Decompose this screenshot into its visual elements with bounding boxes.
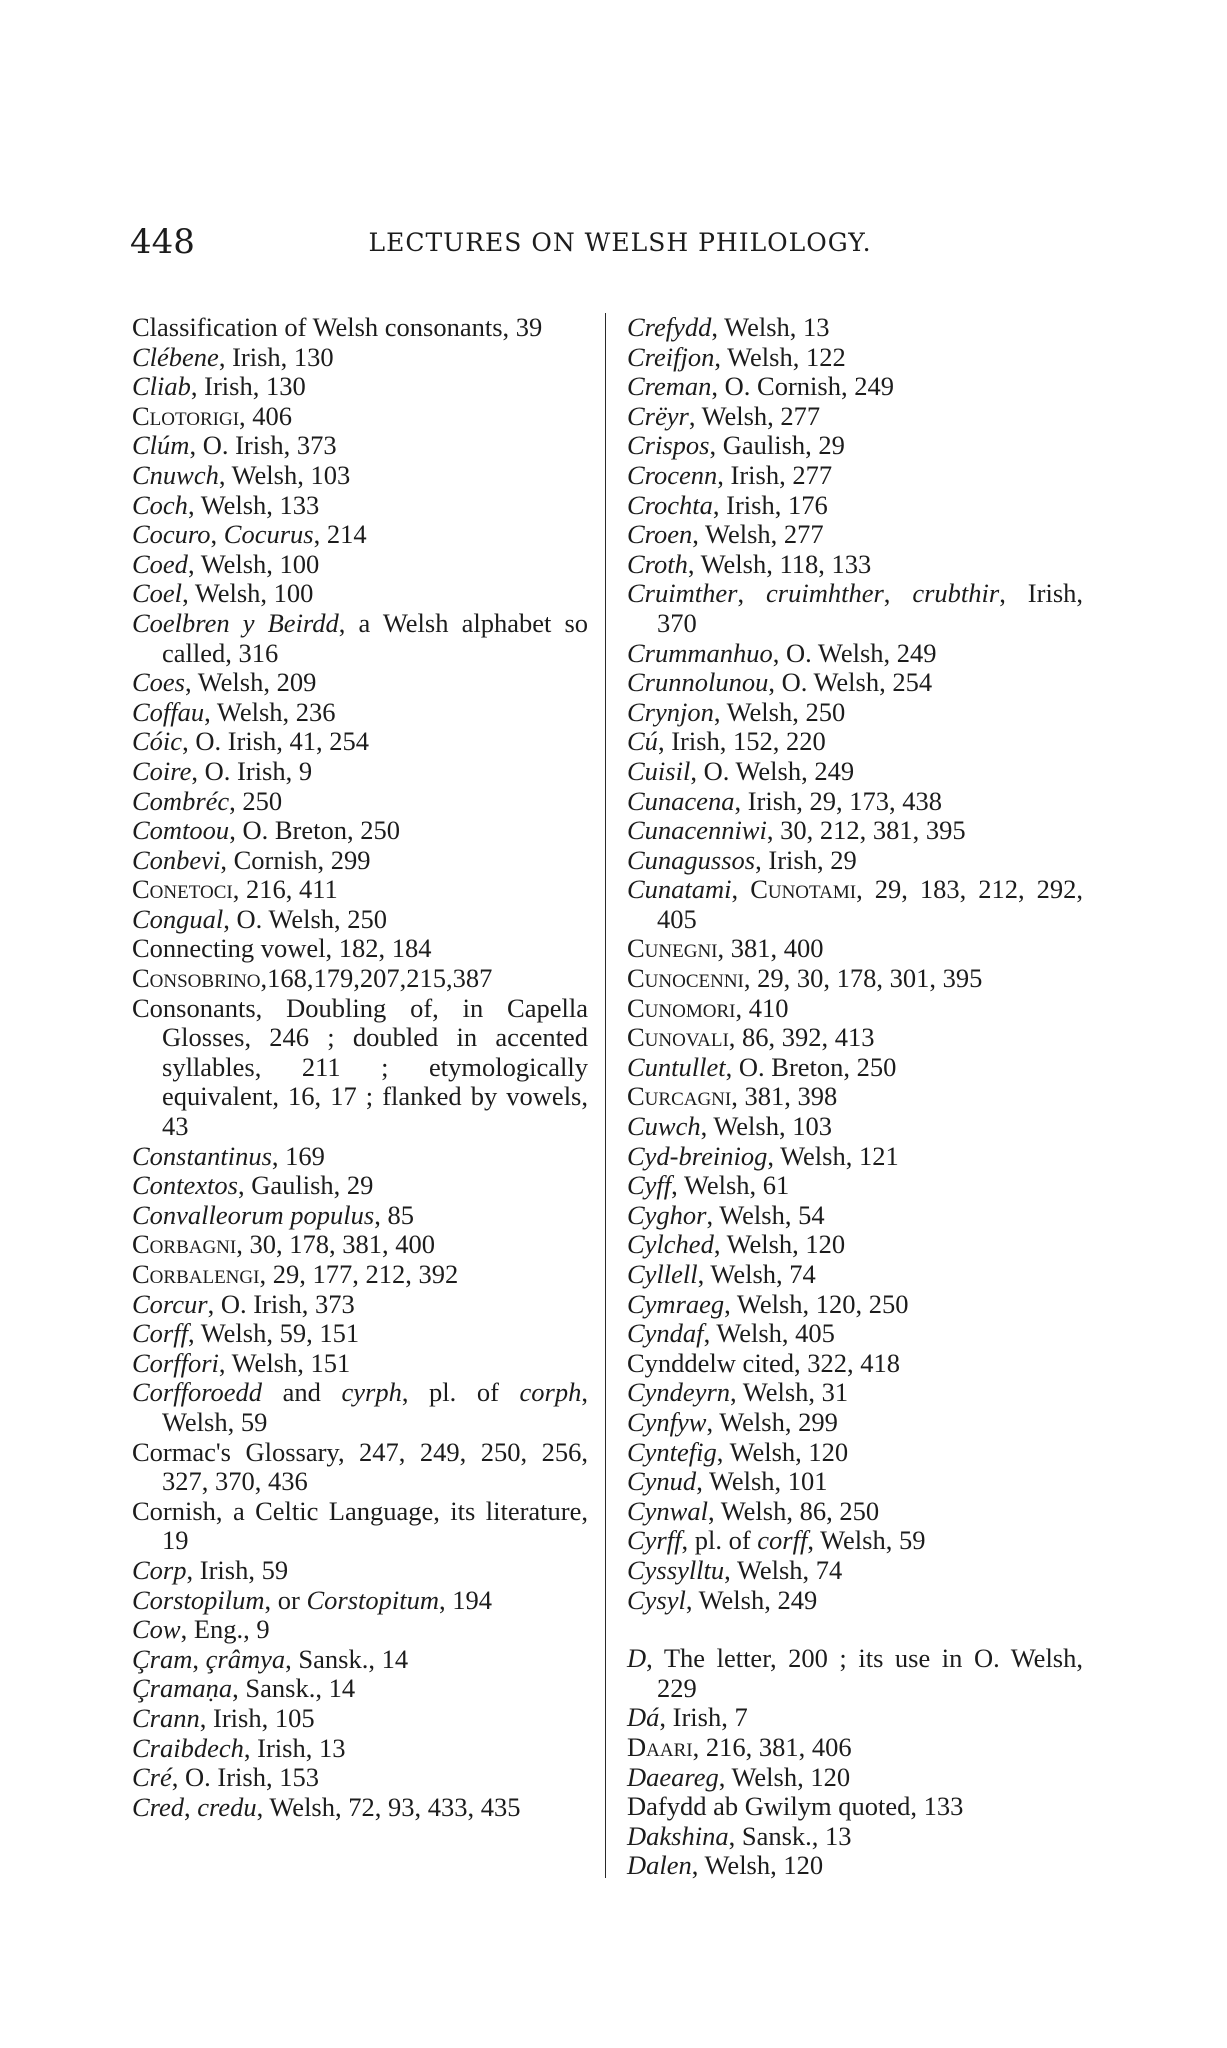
entry-segment: , 85 <box>374 1199 414 1230</box>
entry-segment: , Welsh, 72, 93, 433, 435 <box>256 1791 521 1822</box>
index-entry <box>627 1438 1083 1468</box>
entry-segment: , Welsh, 299 <box>706 1406 838 1437</box>
index-entry <box>132 1704 588 1734</box>
entry-segment: , O. Irish, 41, 254 <box>182 726 370 757</box>
entry-segment: , or <box>264 1584 307 1615</box>
entry-segment: Coire <box>132 755 192 786</box>
entry-segment: , O. Breton, 250 <box>229 815 400 846</box>
entry-segment: , O. Cornish, 249 <box>711 371 894 402</box>
entry-segment: Cliab <box>132 371 191 402</box>
entry-segment: Cynddelw cited, 322, 418 <box>627 1347 901 1378</box>
entry-segment: Corstopitum <box>306 1584 440 1615</box>
index-entry <box>627 727 1083 757</box>
index-entry <box>627 1408 1083 1438</box>
entry-segment: , Irish, 370 <box>657 578 1084 638</box>
entry-segment: , 29, 183, 212, 292, 405 <box>657 874 1083 934</box>
entry-segment: Cnuwch <box>132 459 219 490</box>
index-entry <box>627 846 1083 876</box>
entry-segment: Daari <box>627 1731 693 1762</box>
entry-segment: Cunagussos <box>627 844 756 875</box>
entry-segment: Cyrff <box>627 1525 682 1556</box>
index-entry <box>132 816 588 846</box>
entry-segment: , Welsh, 277 <box>688 400 821 431</box>
index-entry <box>132 846 588 876</box>
entry-segment: Corffori <box>132 1347 219 1378</box>
index-entry <box>132 1586 588 1616</box>
entry-segment: Cunovali <box>627 1022 729 1053</box>
entry-segment: Cynfyw <box>627 1406 707 1437</box>
index-entry <box>627 1171 1083 1201</box>
entry-segment: Corff <box>132 1318 188 1349</box>
entry-segment: Cysyl <box>627 1584 686 1615</box>
index-entry <box>627 1142 1083 1172</box>
entry-segment: , 30, 178, 381, 400 <box>236 1229 435 1260</box>
entry-segment: , O. Welsh, 250 <box>223 903 388 934</box>
index-entry <box>132 313 588 343</box>
index-entry <box>132 1615 588 1645</box>
entry-segment: ,168,179,207,215,387 <box>260 963 493 994</box>
index-entry <box>627 491 1083 521</box>
entry-segment: Comtoou <box>132 815 230 846</box>
entry-segment: Contextos <box>132 1170 238 1201</box>
index-entry <box>132 1556 588 1586</box>
entry-segment: , Sansk., 14 <box>285 1643 409 1674</box>
entry-segment: , Welsh, 120 <box>713 1229 846 1260</box>
entry-segment: Cyndeyrn <box>627 1377 731 1408</box>
entry-segment: , Welsh, 120, 250 <box>724 1288 909 1319</box>
index-entry <box>627 787 1083 817</box>
index-entry <box>132 905 588 935</box>
index-entry <box>132 994 588 1142</box>
page-header <box>130 222 1070 262</box>
entry-segment: Cow <box>132 1614 181 1645</box>
entry-segment: , <box>192 1643 206 1674</box>
entry-segment: Crummanhuo <box>627 637 773 668</box>
column-divider <box>605 313 606 1878</box>
index-entry <box>132 1171 588 1201</box>
entry-segment: Corbalengi <box>132 1259 260 1289</box>
index-entry <box>627 1822 1083 1852</box>
entry-segment: Conetoci <box>132 874 233 905</box>
index-entry <box>627 875 1083 934</box>
entry-segment: Cunacena <box>627 785 735 816</box>
index-entry <box>132 1645 588 1675</box>
entry-segment: Cyssylltu <box>627 1554 725 1585</box>
index-column-left <box>132 313 588 1822</box>
entry-segment: , Welsh, 59, 151 <box>187 1318 360 1349</box>
entry-segment: Corp <box>132 1554 187 1585</box>
index-entry <box>132 343 588 373</box>
entry-segment: Cuwch <box>627 1111 701 1142</box>
entry-segment: , <box>210 519 224 550</box>
entry-segment: Cruimther <box>627 578 738 609</box>
index-column-right <box>627 313 1083 1881</box>
entry-segment: Cú <box>627 726 658 757</box>
index-entry <box>627 1319 1083 1349</box>
entry-segment: Cunatami <box>627 874 732 905</box>
entry-segment: Cocuro <box>132 519 211 550</box>
index-entry <box>627 757 1083 787</box>
entry-segment: Cymraeg <box>627 1288 725 1319</box>
index-entry <box>132 609 588 668</box>
index-entry <box>627 1082 1083 1112</box>
entry-segment: , Welsh, 151 <box>218 1347 351 1378</box>
entry-segment: Cuisil <box>627 755 691 786</box>
entry-segment: Coffau <box>132 696 205 727</box>
entry-segment: Combréc <box>132 785 230 816</box>
entry-segment: , pl. of <box>681 1525 758 1556</box>
entry-segment: , <box>731 874 751 905</box>
index-entry <box>132 1674 588 1704</box>
entry-segment: Connecting vowel, 182, 184 <box>132 933 432 964</box>
index-entry <box>627 579 1083 638</box>
index-entry <box>627 313 1083 343</box>
entry-segment: Corstopilum <box>132 1584 265 1615</box>
entry-segment: , 29, 30, 178, 301, 395 <box>743 963 983 994</box>
entry-segment: , Welsh, 59 <box>807 1525 926 1556</box>
entry-segment: , a Welsh alphabet so called, 316 <box>162 607 589 668</box>
index-entry <box>132 1290 588 1320</box>
entry-segment: cruimhther <box>766 578 884 609</box>
entry-segment: , Welsh, 101 <box>696 1466 828 1497</box>
entry-segment: Clotorigi <box>132 400 240 431</box>
entry-segment: Croth <box>627 548 688 579</box>
page-number: 448 <box>130 222 195 262</box>
entry-segment: , <box>883 578 913 609</box>
entry-segment: , 86, 392, 413 <box>728 1022 875 1053</box>
index-entry <box>627 1053 1083 1083</box>
index-entry <box>132 1319 588 1349</box>
entry-segment: , Welsh, 249 <box>685 1584 818 1615</box>
index-entry <box>627 1112 1083 1142</box>
entry-segment: Creifjon <box>627 341 715 372</box>
entry-segment: , Welsh, 100 <box>187 548 320 579</box>
entry-segment: , Irish, 13 <box>243 1732 346 1763</box>
entry-segment: Dá <box>627 1702 660 1733</box>
entry-segment: , Irish, 277 <box>717 459 833 490</box>
index-entry <box>132 1260 588 1290</box>
index-entry <box>627 1290 1083 1320</box>
entry-segment: Cyllell <box>627 1259 698 1289</box>
index-entry <box>132 1349 588 1379</box>
index-entry <box>132 1438 588 1497</box>
index-entry <box>627 1703 1083 1733</box>
entry-segment: çrâmya <box>205 1643 286 1674</box>
entry-segment: , O. Irish, 9 <box>191 755 313 786</box>
entry-segment: Dakshina <box>627 1820 729 1851</box>
entry-segment: Clébene <box>132 341 219 372</box>
entry-segment: Cylched <box>627 1229 714 1260</box>
entry-segment: Corcur <box>132 1288 208 1319</box>
entry-segment: , O. Breton, 250 <box>725 1051 897 1082</box>
index-entry <box>132 1378 588 1437</box>
index-entry <box>132 491 588 521</box>
index-entry <box>627 1023 1083 1053</box>
entry-segment: , 381, 400 <box>717 933 824 964</box>
entry-segment: , 250 <box>229 785 283 816</box>
index-entry <box>132 520 588 550</box>
entry-segment: Cynud <box>627 1466 697 1497</box>
index-entry <box>132 934 588 964</box>
entry-segment: , Irish, 152, 220 <box>657 726 826 757</box>
entry-segment: , Welsh, 121 <box>767 1140 899 1171</box>
entry-segment: , Welsh, 13 <box>711 312 830 342</box>
entry-segment: Corbagni <box>132 1229 237 1260</box>
index-entry <box>132 875 588 905</box>
entry-segment: , 214 <box>313 519 367 550</box>
entry-segment: , Welsh, 120 <box>718 1761 851 1792</box>
entry-segment: , Welsh, 250 <box>713 696 846 727</box>
entry-segment: , <box>184 1791 198 1822</box>
index-entry <box>132 1763 588 1793</box>
index-entry <box>132 787 588 817</box>
entry-segment: Crispos <box>627 430 710 461</box>
index-entry <box>132 461 588 491</box>
entry-segment: Classification of Welsh consonants, 39 <box>132 312 543 342</box>
entry-segment: , Irish, 29 <box>755 844 857 875</box>
entry-segment: cyrph <box>341 1377 402 1408</box>
entry-segment: Conbevi <box>132 844 221 875</box>
entry-segment: Crëyr <box>627 400 689 431</box>
entry-segment: Cyghor <box>627 1199 707 1230</box>
entry-segment: , Welsh, 120 <box>691 1850 824 1881</box>
index-entry <box>627 1851 1083 1881</box>
entry-segment: , O. Irish, 373 <box>207 1288 355 1319</box>
section-gap <box>627 1615 1083 1644</box>
entry-segment: , 410 <box>735 992 789 1023</box>
entry-segment: , 30, 212, 381, 395 <box>766 815 966 846</box>
entry-segment: , Welsh, 86, 250 <box>707 1495 880 1526</box>
entry-segment: Çram <box>132 1643 193 1674</box>
entry-segment: Cynwal <box>627 1495 708 1526</box>
index-entry <box>627 520 1083 550</box>
entry-segment: , Irish, 130 <box>218 341 334 372</box>
index-entry <box>627 1556 1083 1586</box>
entry-segment: , Irish, 130 <box>190 371 306 402</box>
entry-segment: , Welsh, 236 <box>204 696 336 727</box>
entry-segment: , Gaulish, 29 <box>709 430 845 461</box>
index-entry <box>627 964 1083 994</box>
entry-segment: , Welsh, 74 <box>724 1554 843 1585</box>
entry-segment: Coel <box>132 578 183 609</box>
entry-segment: , Welsh, 122 <box>714 341 846 372</box>
index-entry <box>627 994 1083 1024</box>
index-entry <box>627 816 1083 846</box>
entry-segment: Consobrino <box>132 963 261 994</box>
index-entry <box>132 1793 588 1823</box>
entry-segment: Crunnolunou <box>627 667 769 698</box>
index-entry <box>627 1349 1083 1379</box>
entry-segment: Daeareg <box>627 1761 719 1792</box>
entry-segment: , Welsh, 405 <box>703 1318 835 1349</box>
entry-segment: , Irish, 7 <box>659 1702 748 1733</box>
index-entry <box>627 934 1083 964</box>
index-entry <box>627 402 1083 432</box>
index-entry <box>627 1644 1083 1703</box>
entry-segment: Cocurus <box>223 519 314 550</box>
entry-segment: , Eng., 9 <box>180 1614 270 1645</box>
entry-segment: , Welsh, 103 <box>218 459 351 490</box>
index-entry <box>627 372 1083 402</box>
index-entry <box>132 698 588 728</box>
index-entry <box>627 668 1083 698</box>
entry-segment: Curcagni <box>627 1081 732 1112</box>
entry-segment: , 216, 411 <box>232 874 338 905</box>
index-entry <box>132 1201 588 1231</box>
entry-segment: , Irish, 176 <box>712 489 828 520</box>
index-entry <box>132 402 588 432</box>
index-entry <box>627 550 1083 580</box>
entry-segment: Cuntullet <box>627 1051 726 1082</box>
index-entry <box>627 1586 1083 1616</box>
entry-segment: Cyndaf <box>627 1318 704 1349</box>
entry-segment: Crann <box>132 1702 200 1733</box>
entry-segment: , Welsh, 74 <box>697 1259 816 1289</box>
entry-segment: , 381, 398 <box>731 1081 838 1112</box>
entry-segment: Dafydd ab Gwilym quoted, 133 <box>627 1791 964 1822</box>
entry-segment: Cred <box>132 1791 185 1822</box>
index-entry <box>132 668 588 698</box>
index-entry <box>132 1734 588 1764</box>
index-entry <box>627 461 1083 491</box>
index-entry <box>132 1142 588 1172</box>
index-entry <box>132 550 588 580</box>
entry-segment: , O. Welsh, 254 <box>768 667 933 698</box>
entry-segment: , Irish, 105 <box>199 1702 315 1733</box>
entry-segment: , <box>737 578 767 609</box>
entry-segment: Cunacenniwi <box>627 815 767 846</box>
entry-segment: , 216, 381, 406 <box>692 1731 852 1762</box>
entry-segment: , Welsh, 120 <box>716 1436 849 1467</box>
entry-segment: Constantinus <box>132 1140 272 1171</box>
entry-segment: Cóic <box>132 726 183 757</box>
entry-segment: , 406 <box>239 400 293 431</box>
entry-segment: , O. Welsh, 249 <box>690 755 855 786</box>
entry-segment: credu <box>197 1791 257 1822</box>
entry-segment: Croen <box>627 519 693 550</box>
entry-segment: , Sansk., 13 <box>728 1820 852 1851</box>
index-entry <box>132 431 588 461</box>
index-entry <box>132 1230 588 1260</box>
entry-segment: Corfforoedd <box>132 1377 263 1408</box>
entry-segment: Cunotami <box>750 874 857 905</box>
entry-segment: Coes <box>132 667 185 698</box>
index-entry <box>627 1260 1083 1290</box>
entry-segment: , Irish, 59 <box>186 1554 289 1585</box>
index-entry <box>132 757 588 787</box>
entry-segment: , Sansk., 14 <box>232 1673 356 1704</box>
index-entry <box>627 639 1083 669</box>
entry-segment: Cunomori <box>627 992 736 1023</box>
entry-segment: Crocenn <box>627 459 718 490</box>
entry-segment: Cré <box>132 1762 172 1793</box>
entry-segment: , O. Irish, 373 <box>189 430 337 461</box>
entry-segment: Crynjon <box>627 696 714 727</box>
entry-segment: Coed <box>132 548 188 579</box>
index-entry <box>627 1792 1083 1822</box>
entry-segment: , Welsh, 31 <box>730 1377 849 1408</box>
entry-segment: Cunocenni <box>627 963 744 994</box>
entry-segment: Cyff <box>627 1170 672 1201</box>
index-entry <box>132 727 588 757</box>
entry-segment: Coch <box>132 489 188 520</box>
index-entry <box>627 1733 1083 1763</box>
entry-segment: , Welsh, 103 <box>700 1111 832 1142</box>
index-entry <box>132 1497 588 1556</box>
entry-segment: corff <box>757 1525 808 1556</box>
entry-segment: Dalen <box>627 1850 692 1881</box>
entry-segment: D <box>627 1643 647 1674</box>
entry-segment: Cunegni <box>627 933 718 964</box>
entry-segment: Çramaṇa <box>132 1673 233 1704</box>
entry-segment: , Welsh, 133 <box>187 489 320 520</box>
entry-segment: , Welsh, 61 <box>671 1170 790 1201</box>
entry-segment: , Welsh, 277 <box>692 519 824 550</box>
entry-segment: , O. Irish, 153 <box>171 1762 319 1793</box>
entry-segment: Cornish, a Celtic Language, its literature, 19 <box>132 1495 588 1556</box>
entry-segment: crubthir <box>912 578 1000 609</box>
entry-segment: , O. Welsh, 249 <box>772 637 937 668</box>
index-entry <box>132 372 588 402</box>
entry-segment: corph <box>519 1377 582 1408</box>
entry-segment: , Gaulish, 29 <box>238 1170 374 1201</box>
entry-segment: Cormac's Glossary, 247, 249, 250, 256, 327, 370, 436 <box>132 1436 588 1497</box>
index-entry <box>132 964 588 994</box>
entry-segment: Congual <box>132 903 224 934</box>
entry-segment: Coelbren y Beirdd <box>132 607 339 638</box>
entry-segment: Consonants, Doubling of, in Capella Glosses, 246 ; doubled in accented syllables, 211 ; etymologically equivalent, 16, 17 ; flanked by vowels, 43 <box>132 992 588 1142</box>
index-entry <box>627 1763 1083 1793</box>
running-title: LECTURES ON WELSH PHILOLOGY. <box>368 228 872 257</box>
index-entry <box>627 1378 1083 1408</box>
entry-segment: Craibdech <box>132 1732 244 1763</box>
entry-segment: , Welsh, 209 <box>185 667 317 698</box>
index-entry <box>132 579 588 609</box>
entry-segment: Cyd-breiniog <box>627 1140 768 1171</box>
entry-segment: , 169 <box>271 1140 325 1171</box>
index-entry <box>627 1526 1083 1556</box>
entry-segment: Cyntefig <box>627 1436 717 1467</box>
entry-segment: , Cornish, 299 <box>220 844 371 875</box>
index-entry <box>627 698 1083 728</box>
entry-segment: and <box>262 1377 342 1408</box>
entry-segment: Clúm <box>132 430 190 461</box>
entry-segment: , pl. of <box>401 1377 520 1408</box>
entry-segment: , Welsh, 59 <box>162 1377 588 1437</box>
entry-segment: , Welsh, 100 <box>182 578 314 609</box>
index-entry <box>627 343 1083 373</box>
entry-segment: , Welsh, 118, 133 <box>687 548 872 579</box>
index-entry <box>627 1467 1083 1497</box>
entry-segment: , 194 <box>439 1584 493 1615</box>
entry-segment: Crefydd <box>627 312 712 342</box>
entry-segment: , The letter, 200 ; its use in O. Welsh, 229 <box>646 1643 1083 1703</box>
index-entry <box>627 1497 1083 1527</box>
entry-segment: Crochta <box>627 489 713 520</box>
index-entry <box>627 1201 1083 1231</box>
entry-segment: Creman <box>627 371 712 402</box>
entry-segment: , Welsh, 54 <box>706 1199 825 1230</box>
entry-segment: , Irish, 29, 173, 438 <box>734 785 943 816</box>
entry-segment: Convalleorum populus <box>132 1199 375 1230</box>
index-entry <box>627 431 1083 461</box>
index-entry <box>627 1230 1083 1260</box>
entry-segment: , 29, 177, 212, 392 <box>259 1259 459 1289</box>
